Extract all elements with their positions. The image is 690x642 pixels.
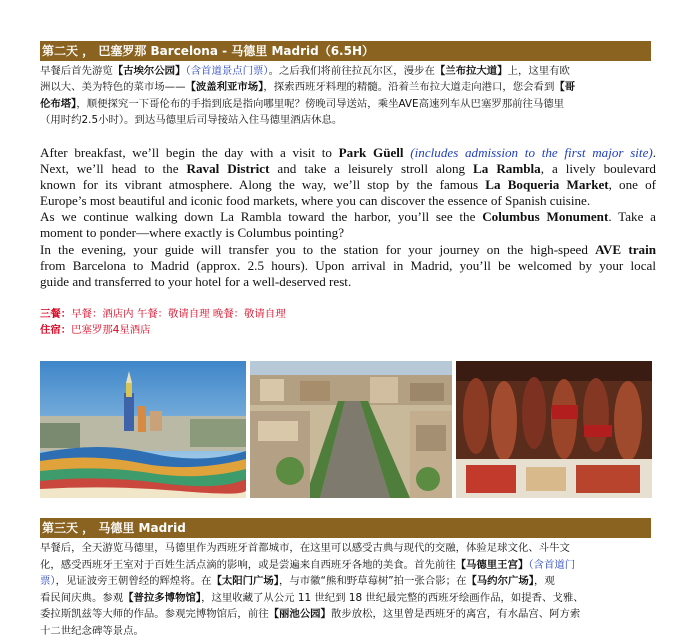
day2-en-paragraph: After breakfast, we’ll begin the day with a visit to Park Güell (includes admission to the first major site). Next, we’ll head to the Raval District and take a leisurely stroll along La Rambla, a lively boulevard known for its vibrant atmosphere. Along the way, we’ll stop by the famous La Boqueria Market, one of Europe’s most beautiful and iconic food markets, where you can discover the essence of Spanish cuisine. As we continue walking down La Rambla toward the harbor, you’ll see the Columbus Monument. Take a moment to ponder—where exactly is Columbus pointing? In the evening, your guide will transfer you to the station for your journey on the high-speed AVE train from Barcelona to Madrid (approx. 2.5 hours). Upon arrival in Madrid, you’ll be welcomed by your local guide and transferred to your hotel for a well-deserved rest. xyxy=(40,145,657,289)
day3-cn-paragraph: 早餐后，全天游览马德里，马德里作为西班牙首都城市，在这里可以感受古典与现代的交融，体验足球文化、斗牛文 化，感受西班牙王室对于百姓生活点滴的影响，或是尝遍来自西班牙各地的美食。首先前往【马德里王宫】（含首道门 票），见证波旁王朝曾经的辉煌将。在【太阳门广场】，与市徽“熊和野草莓树”拍一张合影；在【马约尔广场】，观 看民间庆典。参观【普拉多博物馆】，这里收藏了从公元 11 世纪到 18 世纪最完整的西班牙绘画作品，如提香、戈雅、 委拉斯凯兹等大师的作品。参观完博物馆后，前往【丽池公园】散步放松，这里曾是西班牙的离宫，有水晶宫、阿方索 十二世纪念碑等景点。 xyxy=(40,542,584,637)
prado-museum-cn: 【普拉多博物馆】 xyxy=(123,591,202,604)
boqueria-market-photo xyxy=(456,361,652,498)
puerta-del-sol-cn: 【太阳门广场】 xyxy=(211,575,279,588)
day2-cn-paragraph: 早餐后首先游览【古埃尔公园】（含首道景点门票）。之后我们将前往拉瓦尔区，漫步在【兰布拉大道】上，这里有欧 洲以大、美为特色的菜市场——【波盖利亚市场】，探索西班牙料理的精髓。沿着兰布拉大道走向港口，您会看到【哥 伦布塔】，顺便探究一下哥伦布的手指到底是指向哪里呢？傍晚司导送站，乘坐AVE高速列车从巴塞罗那前往马德里 （用时约2.5小时）。到达马德里后司导接站入住马德里酒店休息。 xyxy=(40,65,576,127)
park-guell-cn: 【古埃尔公园】 xyxy=(112,65,186,77)
plaza-mayor-cn: 【马约尔广场】 xyxy=(466,575,534,588)
day3-header: 第三天 ， 马德里 Madrid xyxy=(40,518,651,538)
meals-line: 三餐：早餐：酒店内 午餐：敬请自理 晚餐：敬请自理 xyxy=(40,308,286,320)
hotel-line: 住宿：巴塞罗那4星酒店 xyxy=(40,324,151,336)
columbus-cn: 伦布塔】 xyxy=(40,97,77,110)
la-rambla-photo xyxy=(250,361,452,498)
boqueria-cn: 【波盖利亚市场】 xyxy=(185,81,264,94)
royal-palace-cn: 【马德里王宫】 xyxy=(455,558,529,571)
retiro-park-cn: 【丽池公园】 xyxy=(268,608,331,621)
park-guell-en: Park Güell xyxy=(338,145,404,160)
day2-header: 第二天 ， 巴塞罗那 Barcelona - 马德里 Madrid（6.5H） xyxy=(40,41,651,61)
park-guell-photo xyxy=(40,361,246,498)
la-rambla-cn: 【兰布拉大道】 xyxy=(434,65,508,77)
